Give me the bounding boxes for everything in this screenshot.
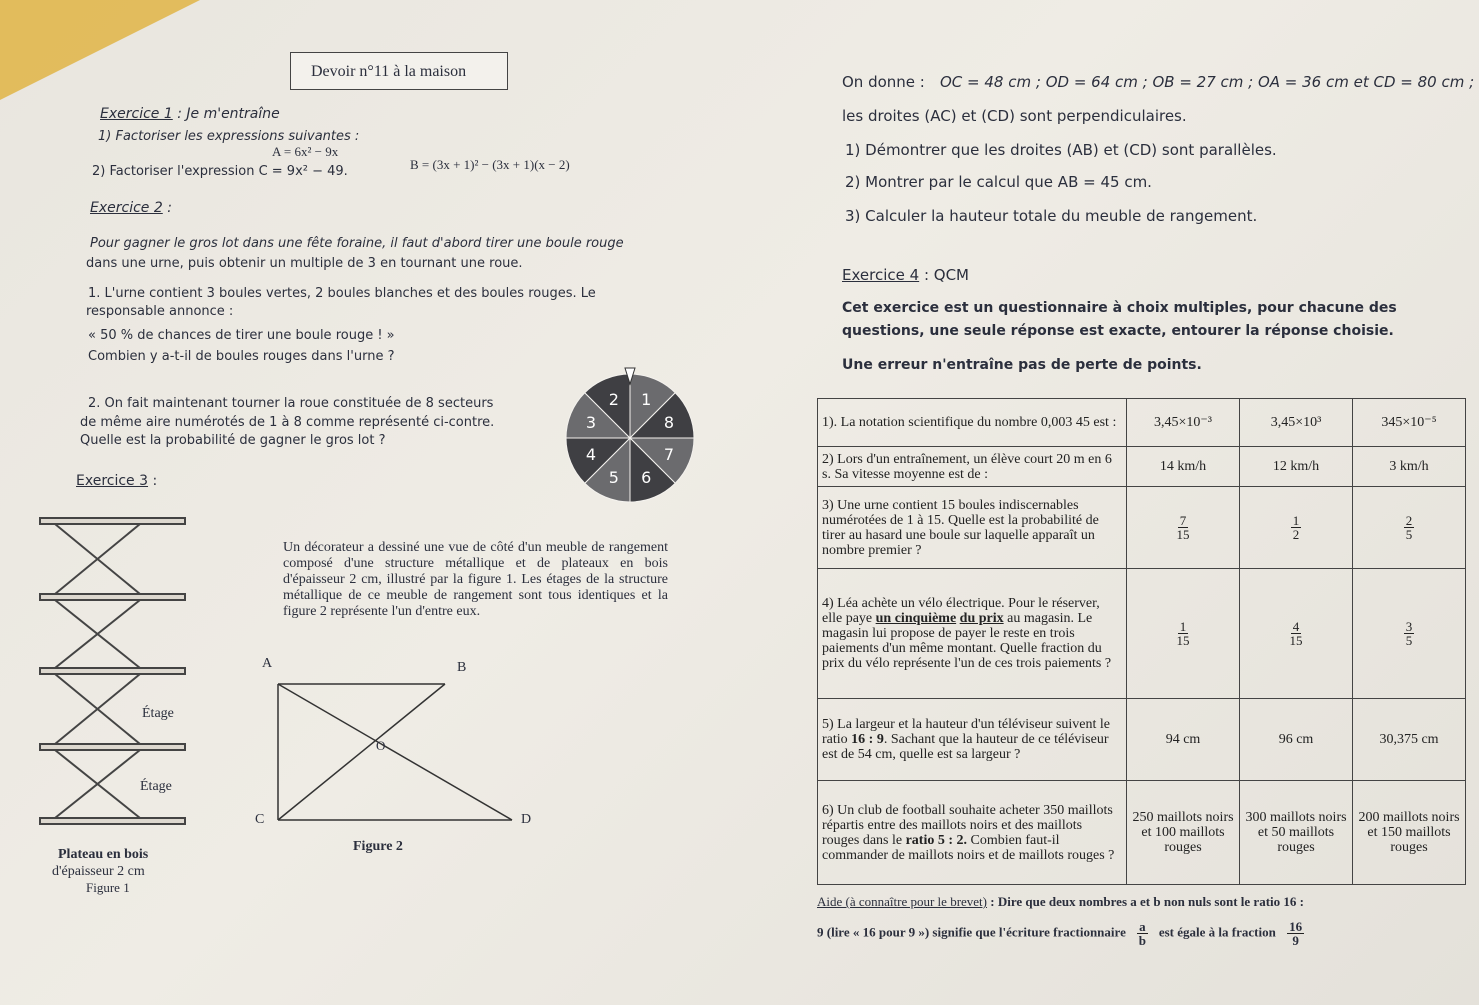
qcm-6-answer-b[interactable]: 300 maillots noirs et 50 maillots rouges	[1240, 781, 1353, 885]
numerator: 7	[1179, 513, 1187, 528]
ex4-intro-2: questions, une seule réponse est exacte, entourer la réponse choisie.	[842, 323, 1394, 339]
given-values: OC = 48 cm ; OD = 64 cm ; OB = 27 cm ; OA = 36 cm et CD = 80 cm ;	[940, 73, 1475, 91]
fraction	[1177, 620, 1190, 647]
fraction	[1404, 620, 1415, 647]
ex1-expr-b: B = (3x + 1)² − (3x + 1)(x − 2)	[410, 157, 570, 172]
ex3-description: Un décorateur a dessiné une vue de côté d'un meuble de rangement composé d'une structure métallique et de plateaux en bois d'épaisseur 2 cm, illustré par la figure 1. Les étages de la structure métallique de ce meuble de rangement sont tous identiques et la figure 2 représente l'un d'entre eux.	[283, 540, 668, 619]
figure-1-caption: Figure 1	[86, 880, 130, 895]
denominator: 9	[1292, 933, 1299, 948]
ex1-line1: 1) Factoriser les expressions suivantes :	[98, 129, 360, 144]
qcm-2-answer-c[interactable]: 3 km/h	[1353, 447, 1466, 487]
point-d-label: D	[521, 812, 532, 827]
qcm-5-answer-c[interactable]: 30,375 cm	[1353, 699, 1466, 781]
numerator: 2	[1405, 513, 1413, 528]
fraction	[1404, 514, 1415, 541]
denominator: 15	[1289, 633, 1303, 648]
denominator: 5	[1405, 527, 1413, 542]
q5-text-2: . Sachant que la hauteur de ce téléviseur est de 54 cm, quelle est sa largeur ?	[822, 732, 1109, 762]
wheel-number: 8	[663, 412, 675, 432]
ex3-question-2: 2) Montrer par le calcul que AB = 45 cm.	[845, 173, 1152, 191]
qcm-2-answer-a[interactable]: 14 km/h	[1127, 447, 1240, 487]
aide-note	[817, 894, 1304, 947]
fraction-16-9	[1287, 920, 1304, 947]
numerator: 16	[1289, 919, 1303, 934]
ex1-subtitle: : Je m'entraîne	[177, 106, 280, 122]
fraction-a-b	[1137, 920, 1148, 947]
q4-text-2: au magasin. Le magasin lui propose de payer le reste en trois paiements d'un même montant. Quelle fraction du prix du vélo représente l'un de ces trois paiements ?	[822, 611, 1112, 671]
epaisseur-label: d'épaisseur 2 cm	[52, 864, 145, 879]
qcm-row-2	[818, 447, 1466, 487]
qcm-1-answer-b[interactable]: 3,45×10³	[1240, 399, 1353, 447]
qcm-2-answer-b[interactable]: 12 km/h	[1240, 447, 1353, 487]
ex4-title: Exercice 4	[842, 266, 920, 284]
ex2-part2-c: Quelle est la probabilité de gagner le gros lot ?	[80, 433, 386, 448]
q4-cinquieme: un cinquième	[875, 611, 957, 626]
qcm-4-answer-b[interactable]	[1240, 569, 1353, 699]
numerator: 1	[1179, 619, 1187, 634]
qcm-table	[817, 398, 1466, 885]
qcm-4-answer-c[interactable]	[1353, 569, 1466, 699]
qcm-question-3: 3) Une urne contient 15 boules indiscernables numérotées de 1 à 15. Quelle est la probabilité de tirer au hasard une boule sur laquelle apparaît un nombre premier ?	[818, 487, 1127, 569]
aide-line-1	[817, 894, 1304, 910]
given-label: On donne :	[842, 73, 925, 91]
wheel-number: 2	[608, 389, 619, 409]
denominator: 2	[1292, 527, 1300, 542]
qcm-question-2: 2) Lors d'un entraînement, un élève court 20 m en 6 s. Sa vitesse moyenne est de :	[818, 447, 1127, 487]
wheel-number: 1	[641, 389, 652, 409]
numerator: 1	[1292, 513, 1300, 528]
qcm-6-answer-c[interactable]: 200 maillots noirs et 150 maillots rouges	[1353, 781, 1466, 885]
q4-prix: du prix	[959, 611, 1004, 626]
q6-ratio: ratio 5 : 2.	[905, 832, 968, 848]
q5-text-1: 5) La largeur et la hauteur d'un téléviseur suivent le ratio	[822, 717, 1110, 747]
ex4-subtitle: : QCM	[923, 266, 969, 284]
qcm-5-answer-a[interactable]: 94 cm	[1127, 699, 1240, 781]
q6-text-2: Combien faut-il commander de maillots noirs et de maillots rouges ?	[822, 832, 1115, 863]
page-title: Devoir n°11 à la maison	[290, 52, 508, 90]
point-a-label: A	[262, 656, 273, 671]
ex4-intro-1: Cet exercice est un questionnaire à choix multiples, pour chacune des	[842, 300, 1397, 316]
desk-corner	[0, 0, 200, 100]
qcm-row-6	[818, 781, 1466, 885]
qcm-row-3	[818, 487, 1466, 569]
ex2-part2-b: de même aire numérotés de 1 à 8 comme représenté ci-contre.	[80, 415, 495, 430]
qcm-5-answer-b[interactable]: 96 cm	[1240, 699, 1353, 781]
denominator: 15	[1176, 633, 1190, 648]
ex2-title: Exercice 2	[90, 200, 163, 216]
aide-text-2: 9 (lire « 16 pour 9 ») signifie que l'écriture fractionnaire	[817, 924, 1126, 940]
plateau-label: Plateau en bois	[58, 847, 149, 862]
ex2-part1-a: 1. L'urne contient 3 boules vertes, 2 boules blanches et des boules rouges. Le	[88, 286, 596, 301]
perpendicular-statement: les droites (AC) et (CD) sont perpendiculaires.	[842, 107, 1187, 125]
denominator: 5	[1405, 633, 1413, 648]
numerator: 4	[1292, 619, 1300, 634]
fraction	[1177, 514, 1190, 541]
qcm-3-answer-c[interactable]	[1353, 487, 1466, 569]
numerator: 3	[1405, 619, 1413, 634]
ex2-part1-b: responsable annonce :	[86, 304, 234, 319]
ex2-colon: :	[167, 200, 172, 216]
ex1-title: Exercice 1	[100, 106, 173, 122]
figure-2-caption: Figure 2	[353, 839, 403, 854]
qcm-row-1	[818, 399, 1466, 447]
numerator: a	[1139, 919, 1146, 934]
ex2-part2-a: 2. On fait maintenant tourner la roue constituée de 8 secteurs	[88, 396, 494, 411]
ex3-title: Exercice 3	[76, 473, 149, 489]
qcm-question-5	[818, 699, 1127, 781]
qcm-1-answer-c[interactable]: 345×10⁻⁵	[1353, 399, 1466, 447]
ex3-colon: :	[152, 473, 158, 489]
wheel-number: 5	[608, 468, 619, 488]
q6-text-1: 6) Un club de football souhaite acheter 350 maillots répartis entre des maillots noirs et des maillots rouges dans le	[822, 802, 1113, 848]
ex2-intro-1: Pour gagner le gros lot dans une fête foraine, il faut d'abord tirer une boule rouge	[90, 236, 624, 251]
aide-label: Aide (à connaître pour le brevet)	[817, 894, 988, 909]
qcm-question-1: 1). La notation scientifique du nombre 0,003 45 est :	[818, 399, 1127, 447]
point-c-label: C	[255, 812, 265, 827]
qcm-3-answer-a[interactable]	[1127, 487, 1240, 569]
qcm-4-answer-a[interactable]	[1127, 569, 1240, 699]
q4-text-1: 4) Léa achète un vélo électrique. Pour le réserver, elle paye	[822, 596, 1100, 626]
qcm-6-answer-a[interactable]: 250 maillots noirs et 100 maillots rouges	[1127, 781, 1240, 885]
fraction	[1290, 620, 1303, 647]
qcm-question-6	[818, 781, 1127, 885]
wheel-number: 7	[663, 445, 675, 465]
qcm-row-5	[818, 699, 1466, 781]
point-b-label: B	[457, 660, 467, 675]
wheel-number: 3	[585, 412, 597, 432]
q5-ratio: 16 : 9	[851, 732, 884, 747]
fraction	[1291, 514, 1302, 541]
ex3-question-1: 1) Démontrer que les droites (AB) et (CD) sont parallèles.	[845, 141, 1277, 159]
wheel-number: 6	[641, 468, 652, 488]
aide-text-3: est égale à la fraction	[1158, 924, 1276, 940]
aide-text-1: : Dire que deux nombres a et b non nuls sont le ratio 16 :	[987, 894, 1304, 909]
ex2-intro-2: dans une urne, puis obtenir un multiple de 3 en tournant une roue.	[86, 256, 523, 271]
ex2-part1-c: « 50 % de chances de tirer une boule rouge ! »	[88, 328, 395, 343]
ex2-part1-d: Combien y a-t-il de boules rouges dans l'urne ?	[88, 349, 395, 364]
figure-2-diagram	[270, 680, 540, 830]
qcm-1-answer-a[interactable]: 3,45×10⁻³	[1127, 399, 1240, 447]
denominator: 15	[1176, 527, 1190, 542]
ex4-intro-3: Une erreur n'entraîne pas de perte de points.	[842, 357, 1202, 373]
qcm-row-4	[818, 569, 1466, 699]
aide-line-2	[817, 920, 1304, 947]
ex1-line2: 2) Factoriser l'expression C = 9x² − 49.	[92, 164, 348, 179]
etage-label-2: Étage	[140, 779, 172, 794]
wheel-number: 4	[585, 445, 597, 465]
etage-label-1: Étage	[142, 706, 174, 721]
ex1-expr-a: A = 6x² − 9x	[272, 144, 339, 159]
qcm-question-4	[818, 569, 1127, 699]
qcm-3-answer-b[interactable]	[1240, 487, 1353, 569]
prize-wheel	[560, 368, 700, 508]
point-o-label: O	[376, 738, 386, 753]
denominator: b	[1138, 933, 1146, 948]
ex3-question-3: 3) Calculer la hauteur totale du meuble de rangement.	[845, 207, 1258, 225]
